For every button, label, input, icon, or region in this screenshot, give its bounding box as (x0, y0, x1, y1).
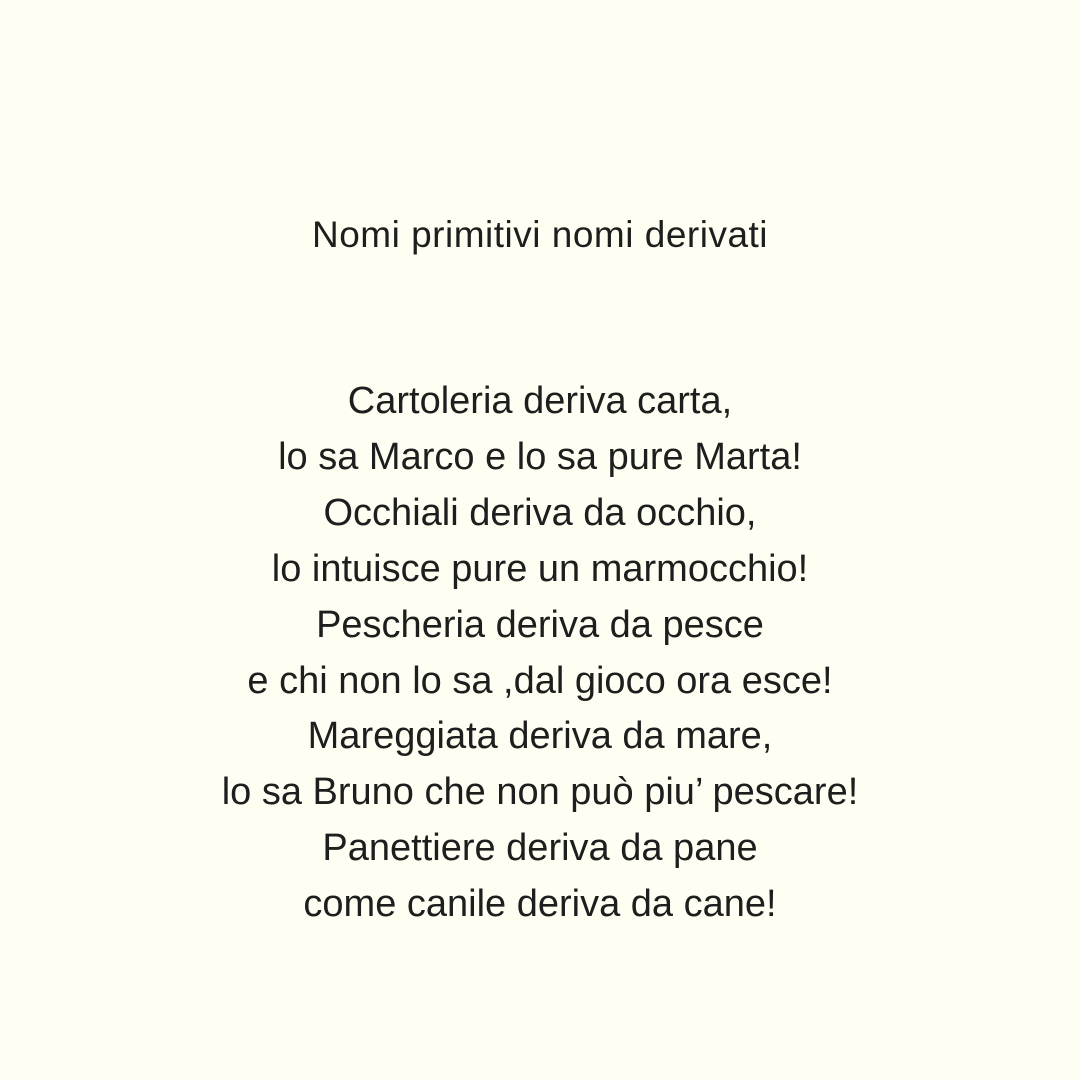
poem-line: lo sa Marco e lo sa pure Marta! (278, 435, 802, 478)
poem-line: lo sa Bruno che non può piu’ pescare! (221, 771, 859, 814)
poem-line: Mareggiata deriva da mare, (307, 715, 773, 758)
poem-line: Occhiali deriva da occhio, (323, 491, 757, 534)
poem-line: lo intuisce pure un marmocchio! (271, 547, 809, 590)
poem-line: e chi non lo sa ,dal gioco ora esce! (247, 659, 833, 702)
page-title: Nomi primitivi nomi derivati (311, 214, 769, 255)
poem-line: Pescheria deriva da pesce (316, 603, 764, 646)
poem-line: Cartoleria deriva carta, (347, 380, 733, 422)
poem-body (0, 374, 1080, 933)
poem-line: come canile deriva da cane! (303, 883, 777, 926)
poem-line: Panettiere deriva da pane (322, 827, 758, 870)
